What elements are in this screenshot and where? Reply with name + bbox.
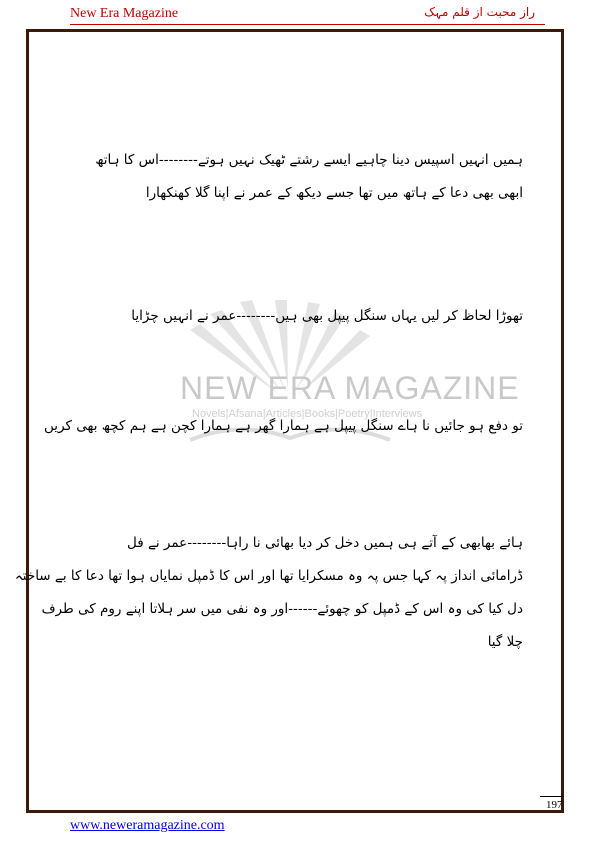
watermark-title: NEW ERA MAGAZINE [180, 370, 520, 406]
page-number: 197 [546, 799, 563, 811]
text-line: دل کیا کی وہ اس کے ڈمپل کو چھوئے------اور وہ نفی میں سر ہلاتا اپنے روم کی طرف [41, 601, 523, 617]
paragraph-4 [14, 527, 523, 659]
text-line: ابھی بھی دعا کے ہاتھ میں تھا جسے دیکھ کے عمر نے اپنا گلا کھنکھارا [145, 185, 523, 201]
text-line: تو دفع ہو جائیں نا ہاے سنگل پیپل ہے ہمارا گھر ہے ہمارا کچن ہے ہم کچھ بھی کریں [44, 418, 523, 434]
watermark-subtitle: Novels|Afsana|Articles|Books|Poetry|Interviews [192, 408, 423, 420]
footer-website-link[interactable]: www.neweramagazine.com [70, 818, 225, 833]
paragraph-1 [73, 144, 523, 210]
paragraph-2 [73, 300, 523, 333]
text-line: چلا گیا [487, 634, 523, 650]
text-line: ڈرامائی انداز پہ کہا جس پہ وہ مسکرایا تھا اور اس کا ڈمپل نمایاں ہوا تھا دعا کا بے ساختہ [14, 568, 523, 584]
magazine-name: New Era Magazine [70, 6, 179, 21]
paragraph-3 [44, 410, 523, 443]
text-line: ہائے بھابھی کے آتے ہی ہمیں دخل کر دیا بھائی نا راہا--------عمر نے فل [126, 535, 523, 551]
header-divider [70, 24, 545, 25]
text-line: ہمیں انہیں اسپیس دینا چاہیے ایسے رشتے ٹھیک نہیں ہوتے--------اس کا ہاتھ [95, 152, 523, 168]
page-number-rule [540, 796, 564, 797]
novel-title: راز محبت از قلم مہک [424, 5, 535, 19]
text-line: تھوڑا لحاظ کر لیں یہاں سنگل پیپل بھی ہیں--------عمر نے انہیں چڑایا [131, 308, 523, 324]
